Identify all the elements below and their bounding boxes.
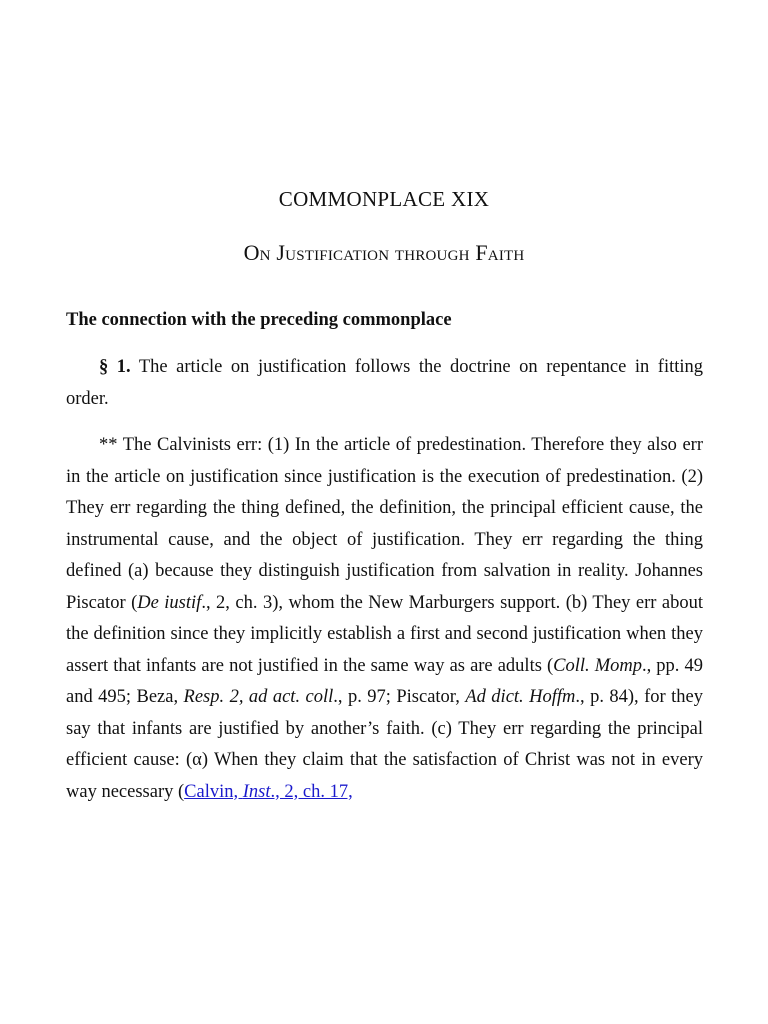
section-number: § 1. xyxy=(99,357,131,377)
paragraph-2-text: ., p. 84), for they say that infants are justified by another’s faith. (c) They err regarding the principal efficient cause: (α) When they claim that the satisfaction of Christ was not in every way necessary ( xyxy=(66,687,703,802)
link-text: ., 2, ch. 17, xyxy=(270,781,353,802)
paragraph-2-text: ** The Calvinists err: (1) In the article of predestination. Therefore they also err in the article on justification since justification is the execution of predestination. (2) They err regarding the thing defined, the definition, the principal efficient cause, the instrumental cause, and the object of justification. They err regarding the thing defined (a) because they distinguish justification from salvation in reality. Johannes Piscator ( xyxy=(66,435,703,613)
paragraph-2 xyxy=(66,430,703,808)
calvin-institutes-link[interactable] xyxy=(184,782,353,802)
paragraph-1 xyxy=(66,352,703,415)
citation-title: Resp. 2, ad act. coll xyxy=(183,687,334,707)
citation-title: Ad dict. Hoffm xyxy=(465,687,576,707)
chapter-label: COMMONPLACE XIX xyxy=(278,187,490,211)
link-text: Calvin, xyxy=(184,781,243,802)
citation-title: De iustif xyxy=(137,592,202,613)
section-heading: The connection with the preceding commonplace xyxy=(66,310,452,330)
paragraph-2-text: ., pp. 49 and 495; Beza, xyxy=(66,655,703,707)
citation-title: Coll. Momp xyxy=(553,655,642,676)
paragraph-2-text: ., 2, ch. 3), whom the New Marburgers support. (b) They err about the definition since they implicitly establish a first and second justification when they assert that infants are not justified in the same way as are adults ( xyxy=(66,592,703,676)
chapter-title: On Justification through Faith xyxy=(243,240,525,265)
link-title: Inst xyxy=(242,781,271,802)
paragraph-1-text: The article on justification follows the doctrine on repentance in fitting order. xyxy=(66,357,704,409)
paragraph-2-text: ., p. 97; Piscator, xyxy=(333,687,466,707)
